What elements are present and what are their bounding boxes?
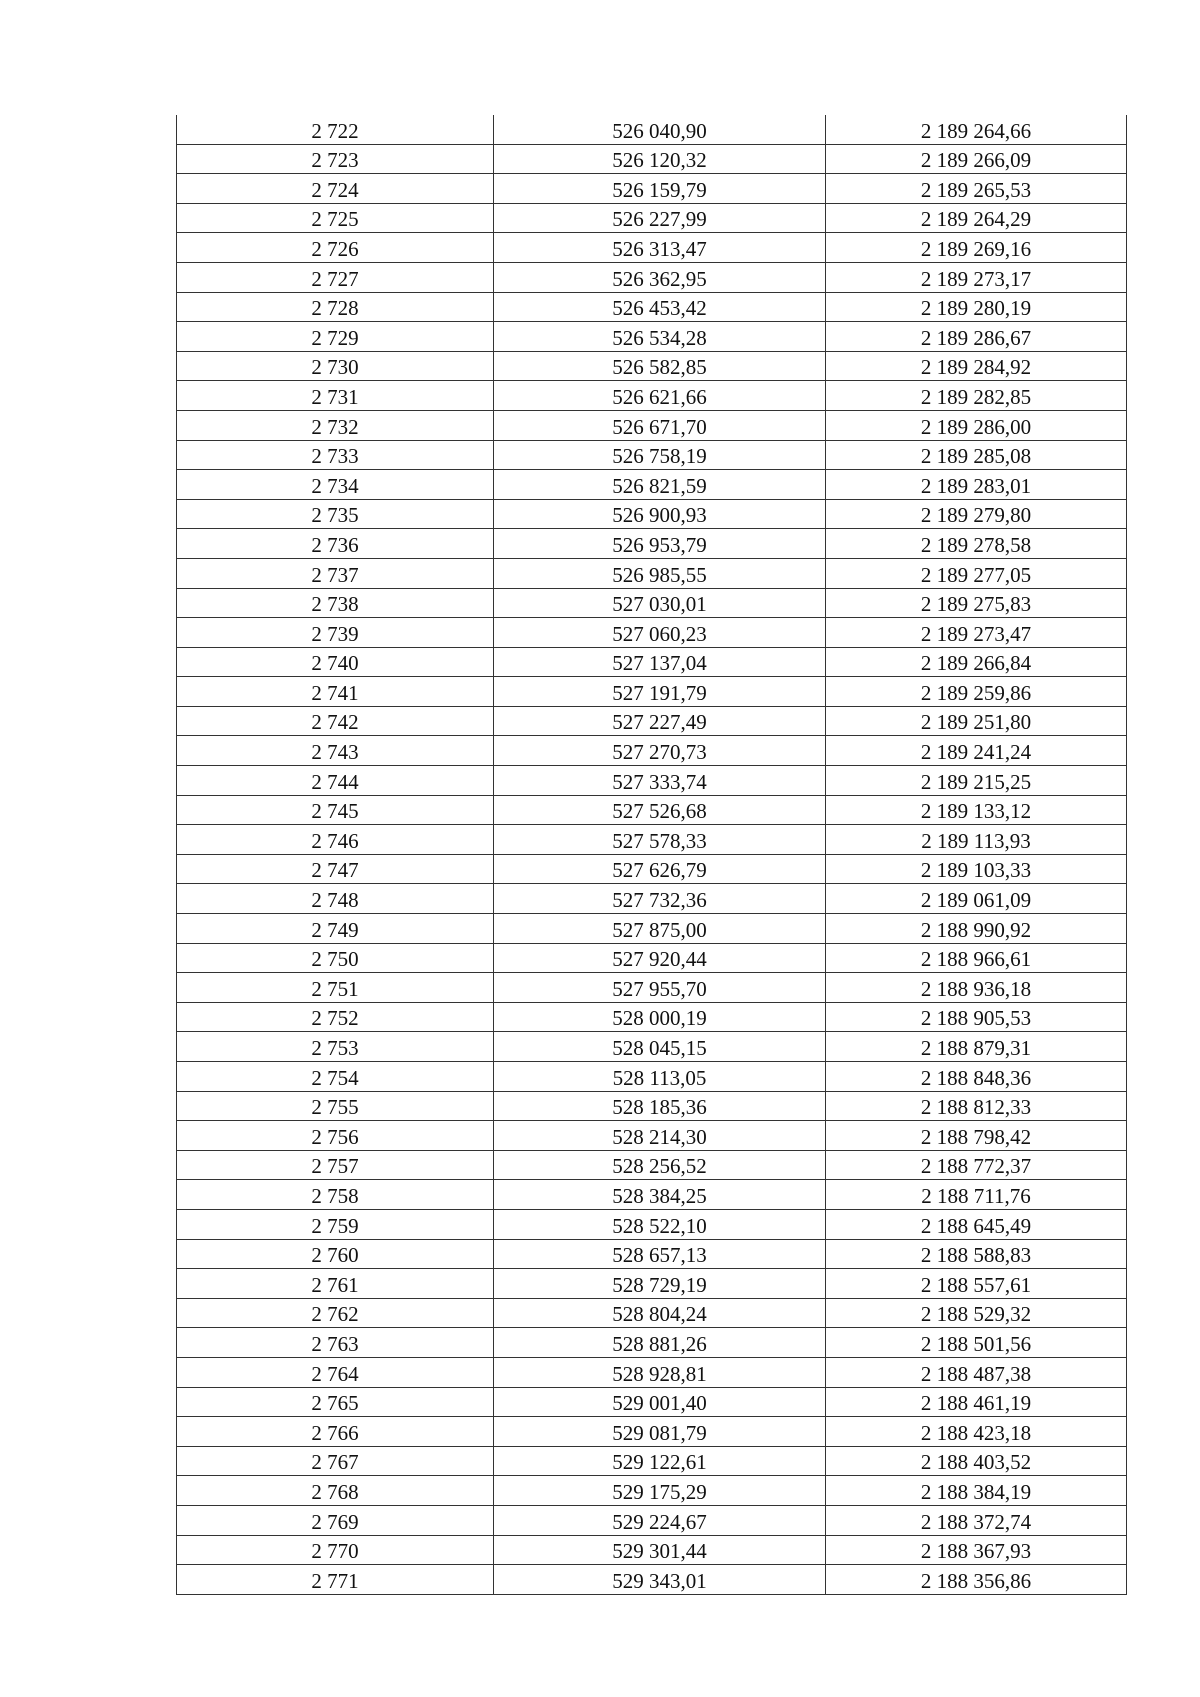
x-coordinate-cell: 526 534,28 <box>494 322 826 352</box>
coordinates-table <box>176 115 1127 1595</box>
point-number-cell: 2 770 <box>177 1535 494 1565</box>
y-coordinate-cell: 2 188 905,53 <box>826 1002 1127 1032</box>
table-row <box>177 1150 1127 1180</box>
table-row <box>177 233 1127 263</box>
x-coordinate-cell: 528 113,05 <box>494 1062 826 1092</box>
table-row <box>177 1417 1127 1447</box>
y-coordinate-cell: 2 188 990,92 <box>826 914 1127 944</box>
x-coordinate-cell: 526 313,47 <box>494 233 826 263</box>
x-coordinate-cell: 526 159,79 <box>494 174 826 204</box>
x-coordinate-cell: 527 030,01 <box>494 588 826 618</box>
point-number-cell: 2 769 <box>177 1505 494 1535</box>
x-coordinate-cell: 526 120,32 <box>494 144 826 174</box>
x-coordinate-cell: 529 122,61 <box>494 1446 826 1476</box>
y-coordinate-cell: 2 189 266,84 <box>826 647 1127 677</box>
x-coordinate-cell: 527 732,36 <box>494 884 826 914</box>
point-number-cell: 2 757 <box>177 1150 494 1180</box>
x-coordinate-cell: 527 227,49 <box>494 706 826 736</box>
x-coordinate-cell: 527 875,00 <box>494 914 826 944</box>
x-coordinate-cell: 528 214,30 <box>494 1121 826 1151</box>
y-coordinate-cell: 2 189 285,08 <box>826 440 1127 470</box>
x-coordinate-cell: 527 578,33 <box>494 825 826 855</box>
y-coordinate-cell: 2 188 403,52 <box>826 1446 1127 1476</box>
x-coordinate-cell: 527 920,44 <box>494 943 826 973</box>
table-row <box>177 262 1127 292</box>
table-row <box>177 647 1127 677</box>
table-row <box>177 203 1127 233</box>
y-coordinate-cell: 2 189 284,92 <box>826 351 1127 381</box>
table-row <box>177 1180 1127 1210</box>
table-row <box>177 499 1127 529</box>
table-row <box>177 144 1127 174</box>
point-number-cell: 2 764 <box>177 1357 494 1387</box>
point-number-cell: 2 760 <box>177 1239 494 1269</box>
table-row <box>177 1535 1127 1565</box>
x-coordinate-cell: 526 953,79 <box>494 529 826 559</box>
y-coordinate-cell: 2 189 264,29 <box>826 203 1127 233</box>
point-number-cell: 2 763 <box>177 1328 494 1358</box>
table-row <box>177 1357 1127 1387</box>
point-number-cell: 2 755 <box>177 1091 494 1121</box>
y-coordinate-cell: 2 188 966,61 <box>826 943 1127 973</box>
y-coordinate-cell: 2 189 133,12 <box>826 795 1127 825</box>
point-number-cell: 2 761 <box>177 1269 494 1299</box>
x-coordinate-cell: 526 671,70 <box>494 410 826 440</box>
x-coordinate-cell: 529 301,44 <box>494 1535 826 1565</box>
point-number-cell: 2 733 <box>177 440 494 470</box>
y-coordinate-cell: 2 188 356,86 <box>826 1565 1127 1595</box>
y-coordinate-cell: 2 188 848,36 <box>826 1062 1127 1092</box>
point-number-cell: 2 727 <box>177 262 494 292</box>
point-number-cell: 2 754 <box>177 1062 494 1092</box>
point-number-cell: 2 725 <box>177 203 494 233</box>
x-coordinate-cell: 528 522,10 <box>494 1209 826 1239</box>
y-coordinate-cell: 2 188 372,74 <box>826 1505 1127 1535</box>
y-coordinate-cell: 2 188 384,19 <box>826 1476 1127 1506</box>
y-coordinate-cell: 2 188 936,18 <box>826 973 1127 1003</box>
table-row <box>177 588 1127 618</box>
y-coordinate-cell: 2 188 879,31 <box>826 1032 1127 1062</box>
y-coordinate-cell: 2 189 283,01 <box>826 470 1127 500</box>
point-number-cell: 2 762 <box>177 1298 494 1328</box>
x-coordinate-cell: 529 001,40 <box>494 1387 826 1417</box>
table-row <box>177 943 1127 973</box>
y-coordinate-cell: 2 188 557,61 <box>826 1269 1127 1299</box>
table-row <box>177 381 1127 411</box>
table-row <box>177 1446 1127 1476</box>
x-coordinate-cell: 528 928,81 <box>494 1357 826 1387</box>
table-row <box>177 322 1127 352</box>
x-coordinate-cell: 526 227,99 <box>494 203 826 233</box>
table-row <box>177 1565 1127 1595</box>
x-coordinate-cell: 527 333,74 <box>494 766 826 796</box>
point-number-cell: 2 766 <box>177 1417 494 1447</box>
point-number-cell: 2 724 <box>177 174 494 204</box>
point-number-cell: 2 737 <box>177 558 494 588</box>
x-coordinate-cell: 529 175,29 <box>494 1476 826 1506</box>
table-row <box>177 1328 1127 1358</box>
x-coordinate-cell: 526 985,55 <box>494 558 826 588</box>
point-number-cell: 2 743 <box>177 736 494 766</box>
x-coordinate-cell: 529 224,67 <box>494 1505 826 1535</box>
y-coordinate-cell: 2 188 798,42 <box>826 1121 1127 1151</box>
x-coordinate-cell: 526 040,90 <box>494 115 826 144</box>
x-coordinate-cell: 528 185,36 <box>494 1091 826 1121</box>
x-coordinate-cell: 528 000,19 <box>494 1002 826 1032</box>
point-number-cell: 2 730 <box>177 351 494 381</box>
x-coordinate-cell: 529 081,79 <box>494 1417 826 1447</box>
x-coordinate-cell: 526 621,66 <box>494 381 826 411</box>
point-number-cell: 2 741 <box>177 677 494 707</box>
y-coordinate-cell: 2 188 588,83 <box>826 1239 1127 1269</box>
y-coordinate-cell: 2 189 259,86 <box>826 677 1127 707</box>
x-coordinate-cell: 528 657,13 <box>494 1239 826 1269</box>
table-row <box>177 351 1127 381</box>
point-number-cell: 2 750 <box>177 943 494 973</box>
point-number-cell: 2 745 <box>177 795 494 825</box>
point-number-cell: 2 742 <box>177 706 494 736</box>
y-coordinate-cell: 2 189 265,53 <box>826 174 1127 204</box>
table-row <box>177 766 1127 796</box>
point-number-cell: 2 753 <box>177 1032 494 1062</box>
point-number-cell: 2 744 <box>177 766 494 796</box>
x-coordinate-cell: 528 881,26 <box>494 1328 826 1358</box>
x-coordinate-cell: 527 955,70 <box>494 973 826 1003</box>
table-row <box>177 1002 1127 1032</box>
table-row <box>177 1387 1127 1417</box>
y-coordinate-cell: 2 188 812,33 <box>826 1091 1127 1121</box>
table-row <box>177 1062 1127 1092</box>
y-coordinate-cell: 2 188 423,18 <box>826 1417 1127 1447</box>
x-coordinate-cell: 528 804,24 <box>494 1298 826 1328</box>
point-number-cell: 2 767 <box>177 1446 494 1476</box>
point-number-cell: 2 740 <box>177 647 494 677</box>
x-coordinate-cell: 527 060,23 <box>494 618 826 648</box>
point-number-cell: 2 731 <box>177 381 494 411</box>
table-row <box>177 174 1127 204</box>
y-coordinate-cell: 2 189 061,09 <box>826 884 1127 914</box>
table-row <box>177 973 1127 1003</box>
table-row <box>177 1239 1127 1269</box>
x-coordinate-cell: 526 362,95 <box>494 262 826 292</box>
table-row <box>177 884 1127 914</box>
table-row <box>177 1121 1127 1151</box>
point-number-cell: 2 771 <box>177 1565 494 1595</box>
table-row <box>177 1505 1127 1535</box>
y-coordinate-cell: 2 188 367,93 <box>826 1535 1127 1565</box>
point-number-cell: 2 734 <box>177 470 494 500</box>
x-coordinate-cell: 528 384,25 <box>494 1180 826 1210</box>
x-coordinate-cell: 527 270,73 <box>494 736 826 766</box>
coordinates-table-body <box>177 115 1127 1594</box>
table-row <box>177 914 1127 944</box>
point-number-cell: 2 758 <box>177 1180 494 1210</box>
y-coordinate-cell: 2 189 282,85 <box>826 381 1127 411</box>
y-coordinate-cell: 2 189 286,67 <box>826 322 1127 352</box>
table-row <box>177 558 1127 588</box>
point-number-cell: 2 735 <box>177 499 494 529</box>
x-coordinate-cell: 527 137,04 <box>494 647 826 677</box>
point-number-cell: 2 726 <box>177 233 494 263</box>
table-row <box>177 1298 1127 1328</box>
table-row <box>177 470 1127 500</box>
y-coordinate-cell: 2 188 487,38 <box>826 1357 1127 1387</box>
table-row <box>177 677 1127 707</box>
point-number-cell: 2 756 <box>177 1121 494 1151</box>
x-coordinate-cell: 527 191,79 <box>494 677 826 707</box>
table-row <box>177 825 1127 855</box>
x-coordinate-cell: 527 526,68 <box>494 795 826 825</box>
x-coordinate-cell: 526 821,59 <box>494 470 826 500</box>
y-coordinate-cell: 2 189 251,80 <box>826 706 1127 736</box>
point-number-cell: 2 747 <box>177 854 494 884</box>
table-row <box>177 618 1127 648</box>
point-number-cell: 2 739 <box>177 618 494 648</box>
point-number-cell: 2 738 <box>177 588 494 618</box>
table-row <box>177 1476 1127 1506</box>
table-row <box>177 736 1127 766</box>
y-coordinate-cell: 2 189 277,05 <box>826 558 1127 588</box>
y-coordinate-cell: 2 189 286,00 <box>826 410 1127 440</box>
x-coordinate-cell: 526 758,19 <box>494 440 826 470</box>
point-number-cell: 2 765 <box>177 1387 494 1417</box>
table-row <box>177 440 1127 470</box>
y-coordinate-cell: 2 188 645,49 <box>826 1209 1127 1239</box>
point-number-cell: 2 723 <box>177 144 494 174</box>
point-number-cell: 2 722 <box>177 115 494 144</box>
x-coordinate-cell: 528 256,52 <box>494 1150 826 1180</box>
y-coordinate-cell: 2 189 278,58 <box>826 529 1127 559</box>
y-coordinate-cell: 2 189 275,83 <box>826 588 1127 618</box>
y-coordinate-cell: 2 189 103,33 <box>826 854 1127 884</box>
y-coordinate-cell: 2 189 266,09 <box>826 144 1127 174</box>
point-number-cell: 2 748 <box>177 884 494 914</box>
y-coordinate-cell: 2 189 279,80 <box>826 499 1127 529</box>
point-number-cell: 2 732 <box>177 410 494 440</box>
table-row <box>177 115 1127 144</box>
y-coordinate-cell: 2 189 269,16 <box>826 233 1127 263</box>
x-coordinate-cell: 526 900,93 <box>494 499 826 529</box>
y-coordinate-cell: 2 189 264,66 <box>826 115 1127 144</box>
x-coordinate-cell: 529 343,01 <box>494 1565 826 1595</box>
y-coordinate-cell: 2 188 772,37 <box>826 1150 1127 1180</box>
table-row <box>177 795 1127 825</box>
table-row <box>177 706 1127 736</box>
point-number-cell: 2 759 <box>177 1209 494 1239</box>
y-coordinate-cell: 2 188 501,56 <box>826 1328 1127 1358</box>
table-row <box>177 1209 1127 1239</box>
point-number-cell: 2 729 <box>177 322 494 352</box>
y-coordinate-cell: 2 189 273,17 <box>826 262 1127 292</box>
point-number-cell: 2 749 <box>177 914 494 944</box>
y-coordinate-cell: 2 188 529,32 <box>826 1298 1127 1328</box>
table-row <box>177 1269 1127 1299</box>
y-coordinate-cell: 2 188 461,19 <box>826 1387 1127 1417</box>
point-number-cell: 2 746 <box>177 825 494 855</box>
point-number-cell: 2 736 <box>177 529 494 559</box>
y-coordinate-cell: 2 189 273,47 <box>826 618 1127 648</box>
y-coordinate-cell: 2 189 280,19 <box>826 292 1127 322</box>
point-number-cell: 2 752 <box>177 1002 494 1032</box>
table-row <box>177 292 1127 322</box>
table-row <box>177 529 1127 559</box>
x-coordinate-cell: 528 045,15 <box>494 1032 826 1062</box>
y-coordinate-cell: 2 189 241,24 <box>826 736 1127 766</box>
x-coordinate-cell: 528 729,19 <box>494 1269 826 1299</box>
y-coordinate-cell: 2 188 711,76 <box>826 1180 1127 1210</box>
table-row <box>177 1032 1127 1062</box>
x-coordinate-cell: 527 626,79 <box>494 854 826 884</box>
table-row <box>177 410 1127 440</box>
table-row <box>177 1091 1127 1121</box>
point-number-cell: 2 768 <box>177 1476 494 1506</box>
table-row <box>177 854 1127 884</box>
x-coordinate-cell: 526 453,42 <box>494 292 826 322</box>
point-number-cell: 2 728 <box>177 292 494 322</box>
x-coordinate-cell: 526 582,85 <box>494 351 826 381</box>
y-coordinate-cell: 2 189 215,25 <box>826 766 1127 796</box>
y-coordinate-cell: 2 189 113,93 <box>826 825 1127 855</box>
point-number-cell: 2 751 <box>177 973 494 1003</box>
